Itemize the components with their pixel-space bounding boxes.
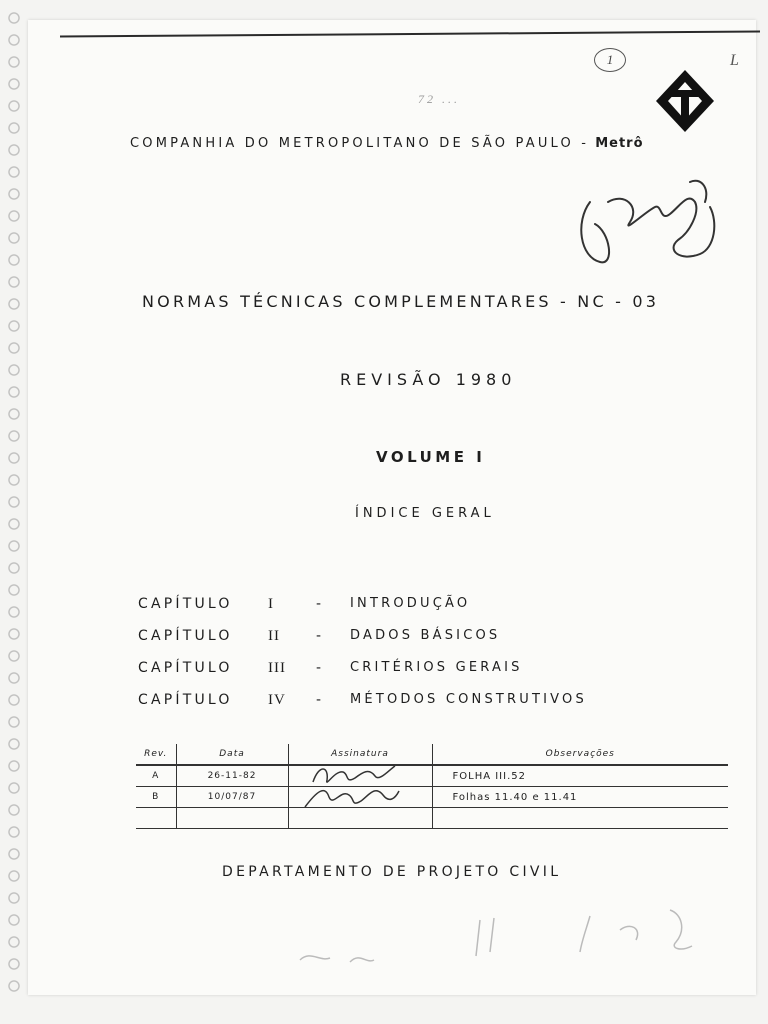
chapter-label: CAPÍTULO — [138, 692, 233, 708]
metro-logo-icon — [654, 68, 716, 134]
corner-mark: L — [730, 52, 739, 69]
norms-title: NORMAS TÉCNICAS COMPLEMENTARES - NC - 03 — [142, 292, 660, 311]
header-rev: Rev. — [136, 744, 176, 765]
chapter-label: CAPÍTULO — [138, 660, 233, 676]
chapter-row — [138, 596, 718, 628]
company-name — [130, 136, 730, 151]
signature-b — [299, 781, 409, 811]
cell-signature — [288, 787, 432, 808]
cell-rev — [136, 808, 176, 829]
company-text: COMPANHIA DO METROPOLITANO DE SÃO PAULO - — [130, 136, 590, 151]
cell-rev: A — [136, 765, 176, 787]
chapter-dash: - — [316, 628, 325, 644]
chapter-name: DADOS BÁSICOS — [350, 628, 501, 643]
chapter-dash: - — [316, 660, 325, 676]
chapter-dash: - — [316, 692, 325, 708]
faint-scribble: 72 ... — [418, 92, 460, 106]
table-row — [136, 808, 728, 829]
index-title: ÍNDICE GERAL — [355, 506, 495, 521]
volume-title: VOLUME I — [376, 448, 486, 466]
chapter-name: MÉTODOS CONSTRUTIVOS — [350, 692, 587, 707]
chapter-row — [138, 628, 718, 660]
chapter-row — [138, 660, 718, 692]
chapter-label: CAPÍTULO — [138, 596, 233, 612]
cell-observations: FOLHA III.52 — [432, 765, 728, 787]
chapter-number: I — [268, 596, 274, 612]
signature-top — [570, 162, 730, 274]
cell-date: 26-11-82 — [176, 765, 288, 787]
header-date: Data — [176, 744, 288, 765]
cell-date — [176, 808, 288, 829]
chapter-name: CRITÉRIOS GERAIS — [350, 660, 523, 675]
revision-title: REVISÃO 1980 — [340, 370, 517, 389]
chapter-number: II — [268, 628, 280, 644]
header-observations: Observações — [432, 744, 728, 765]
chapter-number: IV — [268, 692, 286, 708]
faint-handwriting — [290, 900, 710, 980]
header-signature: Assinatura — [288, 744, 432, 765]
chapter-dash: - — [316, 596, 325, 612]
brand-metro: Metrô — [595, 136, 644, 151]
department-name: DEPARTAMENTO DE PROJETO CIVIL — [222, 864, 562, 880]
chapter-label: CAPÍTULO — [138, 628, 233, 644]
revision-table — [136, 744, 728, 829]
cell-rev: B — [136, 787, 176, 808]
chapter-row — [138, 692, 718, 724]
cell-observations — [432, 808, 728, 829]
cell-observations: Folhas 11.40 e 11.41 — [432, 787, 728, 808]
chapter-name: INTRODUÇÃO — [350, 596, 471, 611]
cell-date: 10/07/87 — [176, 787, 288, 808]
chapter-list — [138, 596, 718, 724]
chapter-number: III — [268, 660, 286, 676]
table-row — [136, 787, 728, 808]
table-row — [136, 765, 728, 787]
page-number: 1 — [594, 48, 626, 72]
